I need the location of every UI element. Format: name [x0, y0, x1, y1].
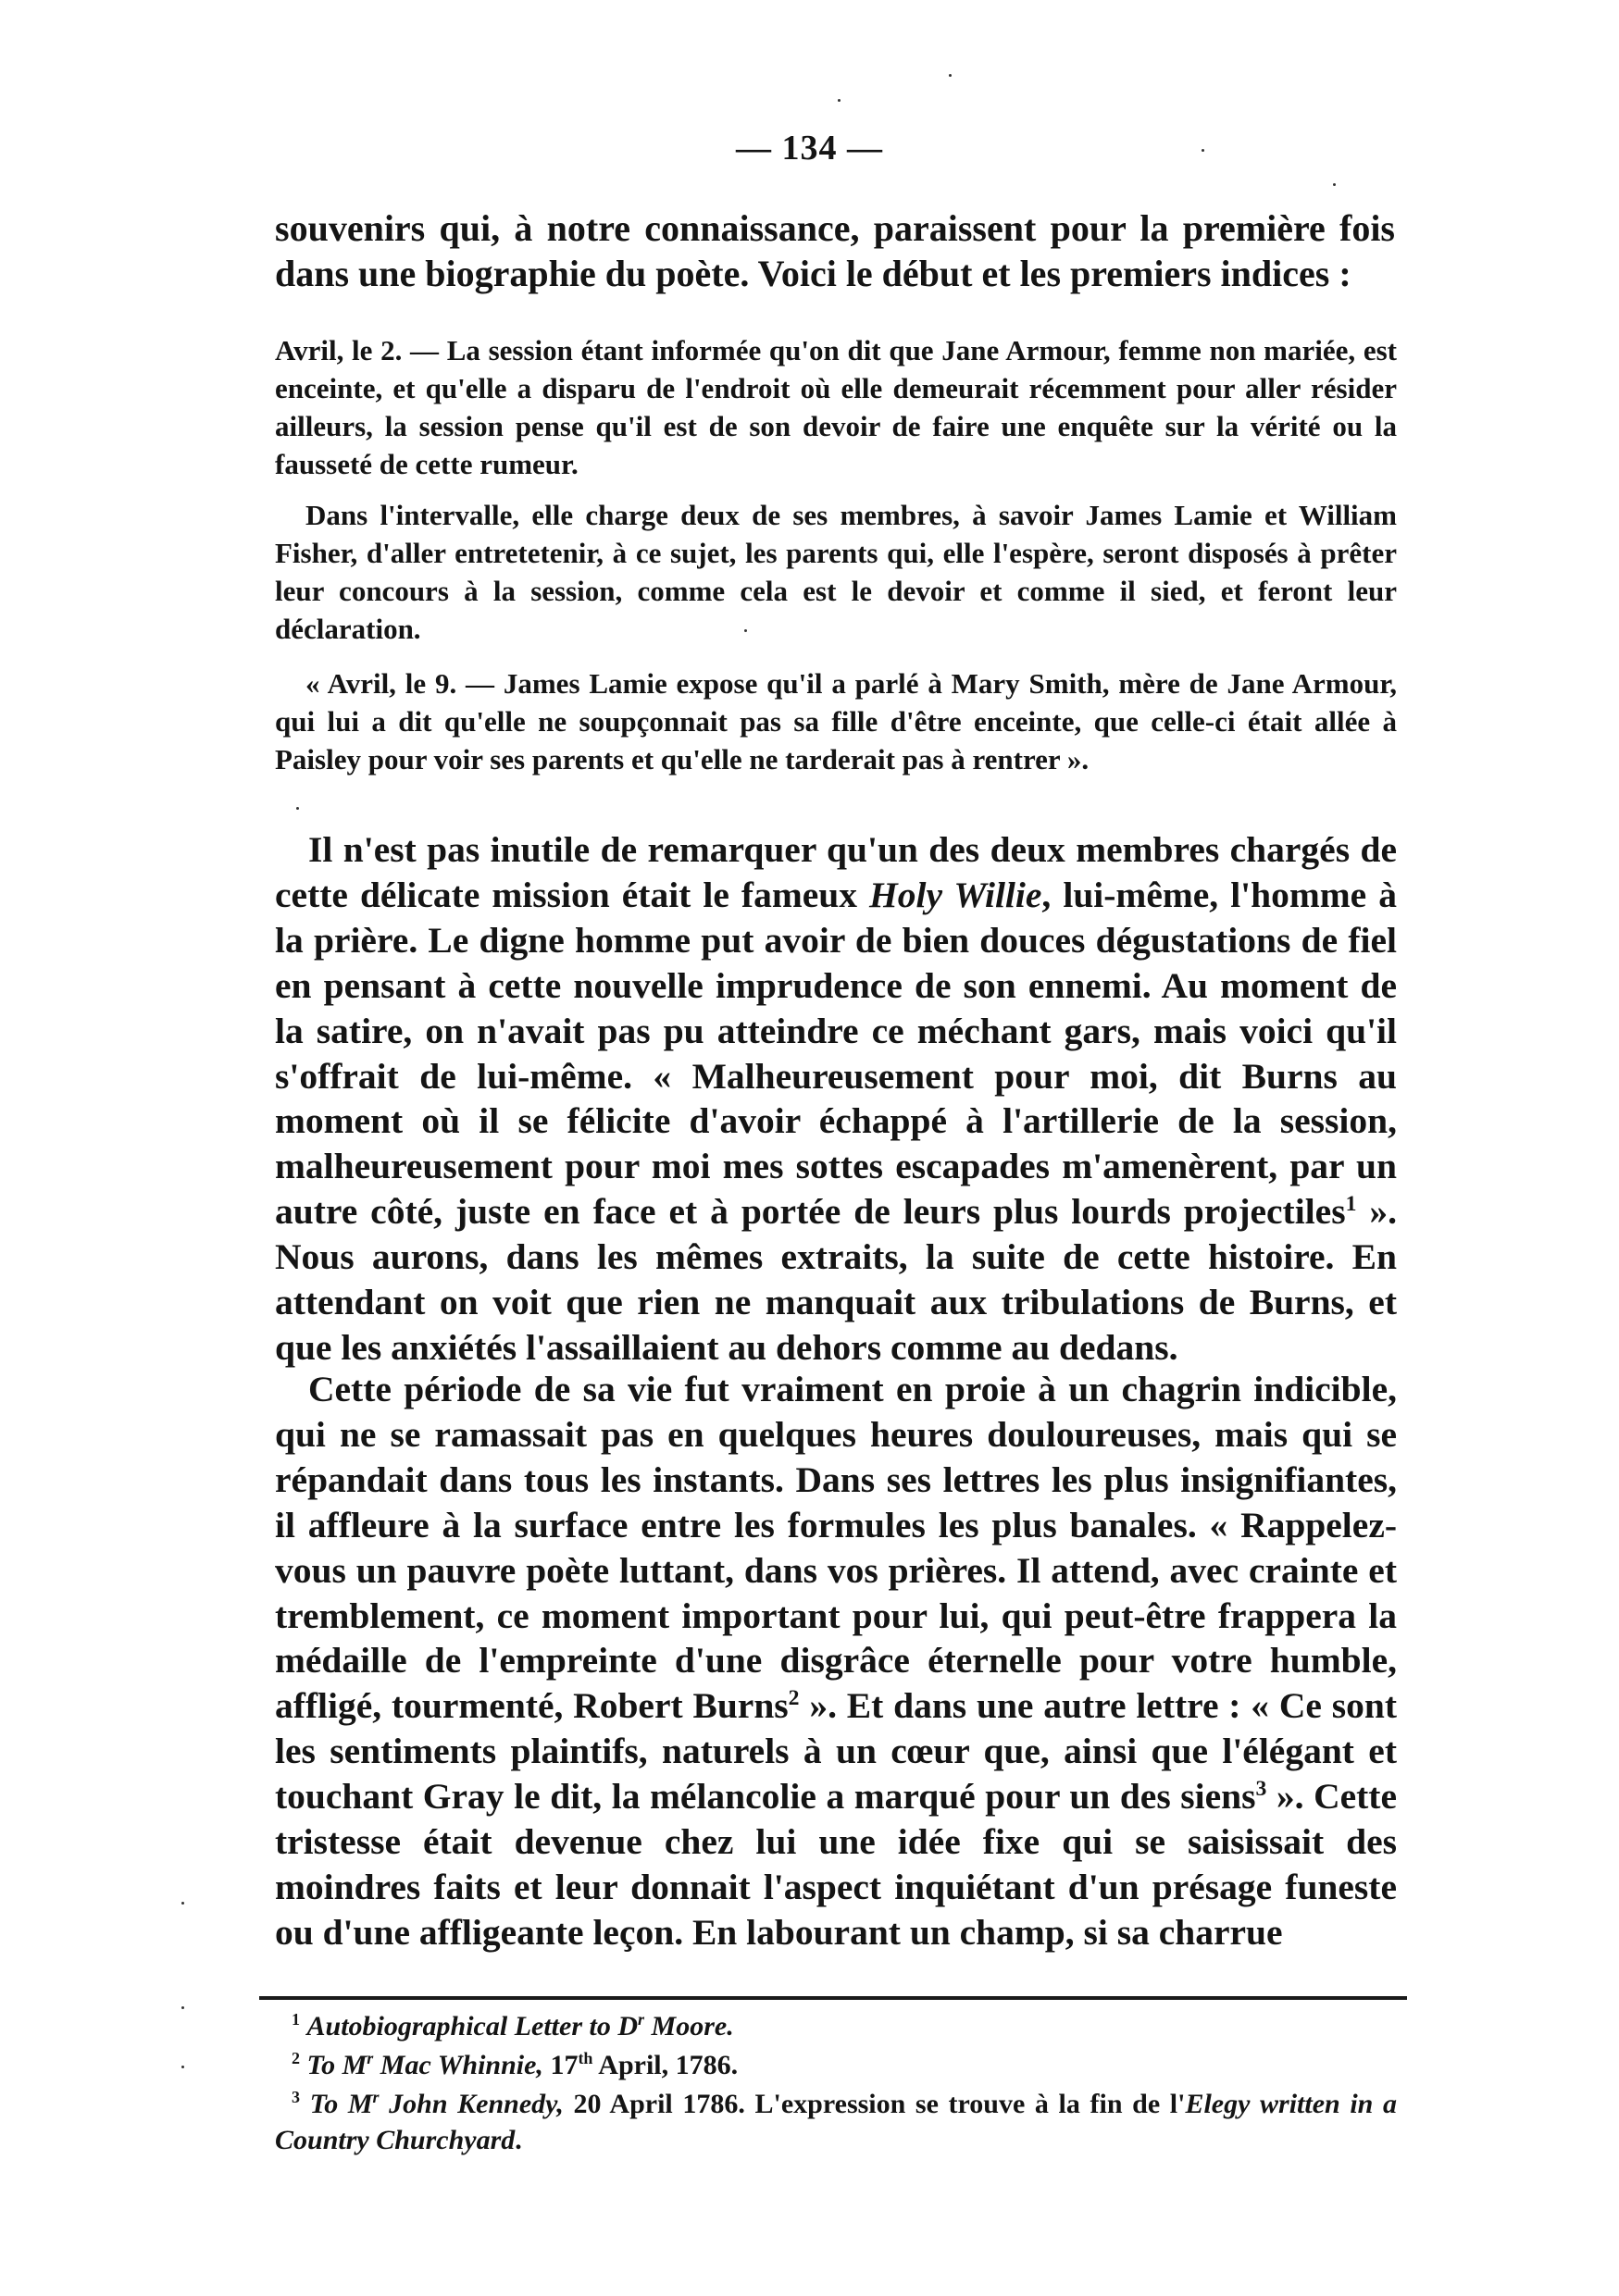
- elegy-title: Elegy written in a Country Churchyard: [275, 2089, 1397, 2155]
- footnote-number: 2: [292, 2049, 300, 2067]
- footnote-ref-1: 1: [1345, 1192, 1357, 1217]
- footnote-number: 1: [292, 2010, 300, 2029]
- footnote-text: 20 April 1786. L'expression se trouve à la fin de l': [563, 2089, 1186, 2119]
- page-number: — 134 —: [736, 129, 883, 168]
- quote-april-2: Avril, le 2. — La session étant informée qu'on dit que Jane Armour, femme non mariée, est enceinte, et qu'elle a disparu de l'endroit où elle demeurait récemment pour aller résider ailleurs, la session pense qu'il est de son devoir de faire une enquête sur la vérité ou la fausseté de cette rumeur.: [275, 334, 1397, 480]
- footnote-2: [275, 2047, 1397, 2083]
- footnote-day-suffix: th: [578, 2049, 593, 2067]
- paragraph-melancholy: [275, 1367, 1397, 1955]
- paragraph-holy-willie: [275, 827, 1397, 1371]
- footnote-1: [275, 2008, 1397, 2044]
- footnote-recipient: To $M^r$ John Kennedy,: [309, 2088, 564, 2119]
- print-speck: [744, 629, 747, 632]
- footnote-recipient: To $M^r$ Mac Whinnie,: [306, 2049, 543, 2080]
- paragraph-text: Il n'est pas inutile de remarquer qu'un des deux membres chargés de cette délicate mission était le fameux: [275, 829, 1397, 915]
- paragraph-text: ». Nous aurons, dans les mêmes extraits, la suite de cette histoire. En attendant on voit que rien ne manquait aux tribulations de Burns, et que les anxiétés l'assaillaient au dehors comme au dedans.: [275, 1191, 1398, 1368]
- paragraph-text: ». Et dans une autre lettre : « Ce sont les sentiments plaintifs, naturels à un cœur que, ainsi que l'élégant et touchant Gray le dit, la mélancolie a marqué pour un des siens: [275, 1685, 1397, 1818]
- footnote-end: .: [515, 2125, 522, 2155]
- print-speck: [181, 1902, 184, 1905]
- footnote-number: 3: [292, 2088, 300, 2106]
- paragraph-text: , lui-même, l'homme à la prière. Le digne homme put avoir de bien douces dégustations de fiel en pensant à cette nouvelle imprudence de son ennemi. Au moment de la satire, on n'avait pas pu atteindre ce méchant gars, mais voici qu'il s'offrait de lui-même. « Malheureusement pour moi, dit Burns au moment où il se félicite d'avoir échappé à l'artillerie de la session, malheureusement pour moi mes sottes escapades m'amenèrent, par un autre côté, juste en face et à portée de leurs plus lourds projectiles: [275, 874, 1397, 1233]
- print-speck: [949, 74, 952, 77]
- print-speck: [838, 99, 841, 102]
- footnote-3: [275, 2086, 1397, 2158]
- quote-april-9: « Avril, le 9. — James Lamie expose qu'il a parlé à Mary Smith, mère de Jane Armour, qui lui a dit qu'elle ne soupçonnait pas sa fille d'être enceinte, que celle-ci était allée à Paisley pour voir ses parents et qu'elle ne tarderait pas à rentrer ».: [275, 667, 1397, 776]
- print-speck: [181, 2006, 184, 2009]
- holy-willie-italic: Holy Willie: [869, 874, 1042, 915]
- paragraph-text: Cette période de sa vie fut vraiment en proie à un chagrin indicible, qui ne se ramassait pas en quelques heures douloureuses, mais qui se répandait dans tous les instants. Dans ses lettres les plus insignifiantes, il affleure à la surface entre les formules les plus banales. « Rappelez-vous un pauvre poète luttant, dans vos prières. Il attend, avec crainte et tremblement, ce moment important pour lui, qui peut-être frappera la médaille de l'empreinte d'une disgrâce éternelle pour votre humble, affligé, tourmenté, Robert Burns: [275, 1369, 1397, 1727]
- print-speck: [296, 807, 299, 810]
- print-speck: [1202, 149, 1204, 152]
- footnote-ref-2: 2: [788, 1686, 800, 1711]
- footnote-ref-3: 3: [1255, 1777, 1267, 1801]
- footnote-divider: [259, 1996, 1407, 2000]
- footnote-title: Autobiographical Letter to $D^r$ Moore.: [306, 2010, 734, 2042]
- print-speck: [181, 2066, 184, 2068]
- print-speck: [1333, 183, 1336, 186]
- quote-interval: Dans l'intervalle, elle charge deux de ses membres, à savoir James Lamie et William Fisher, d'aller entretetenir, à ce sujet, les parents qui, elle l'espère, seront disposés à prêter leur concours à la session, comme cela est le devoir et comme il sied, et feront leur déclaration.: [275, 499, 1397, 645]
- intro-paragraph: souvenirs qui, à notre connaissance, paraissent pour la première fois dans une biographie du poète. Voici le début et les premiers indices :: [275, 207, 1395, 294]
- footnote-day: 17: [542, 2050, 579, 2080]
- paragraph-text: ». Cette tristesse était devenue chez lui une idée fixe qui se saisissait des moindres faits et leur donnait l'aspect inquiétant d'un présage funeste ou d'une affligeante leçon. En labourant un champ, si sa charrue: [275, 1776, 1397, 1953]
- footnote-date: April, 1786.: [592, 2050, 739, 2080]
